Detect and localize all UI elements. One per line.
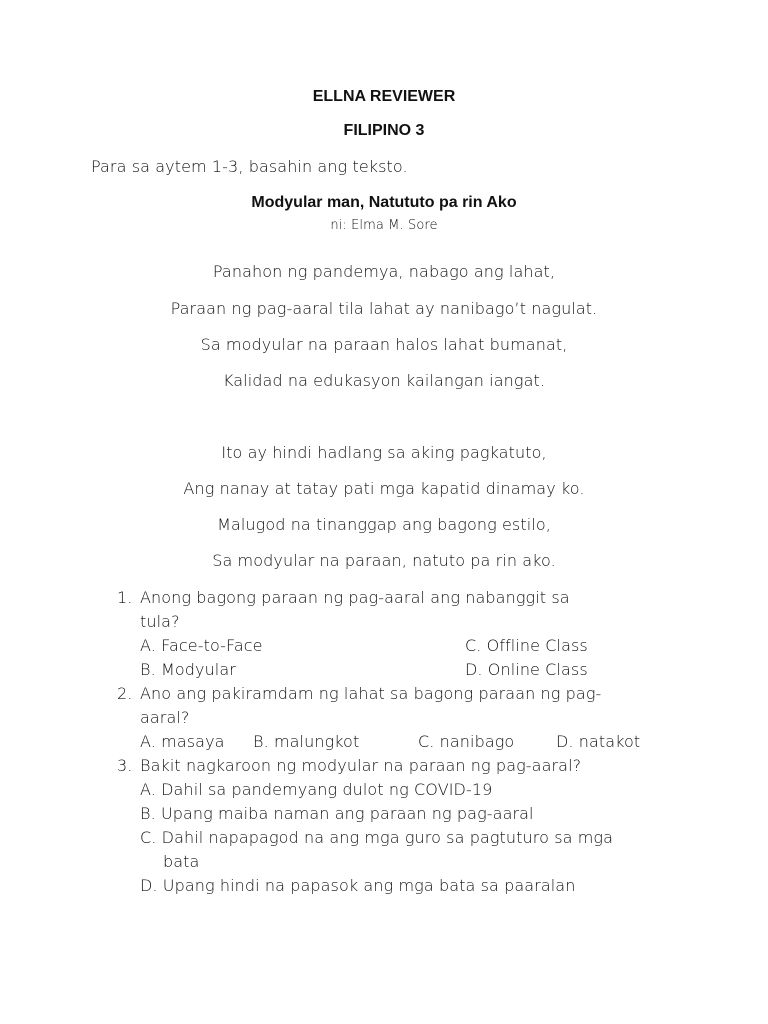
option-d: D. natakot bbox=[556, 732, 641, 751]
question-number: 1. bbox=[117, 588, 133, 607]
poem-author: ni: Elma M. Sore bbox=[330, 218, 438, 233]
subject-heading: FILIPINO 3 bbox=[343, 122, 425, 139]
option-d: D. Upang hindi na papasok ang mga bata sa paaralan bbox=[140, 876, 576, 895]
question-text-continued: tula? bbox=[140, 612, 180, 631]
option-c: C. nanibago bbox=[418, 732, 515, 751]
poem-line: Ito ay hindi hadlang sa aking pagkatuto, bbox=[221, 443, 547, 462]
option-c: C. Offline Class bbox=[465, 636, 588, 655]
option-d: D. Online Class bbox=[465, 660, 588, 679]
question-number: 3. bbox=[117, 756, 133, 775]
poem-line: Paraan ng pag-aaral tila lahat ay nanibago’t nagulat. bbox=[170, 299, 598, 318]
question-text-continued: aaral? bbox=[140, 708, 190, 727]
option-a: A. masaya bbox=[140, 732, 225, 751]
poem-line: Kalidad na edukasyon kailangan iangat. bbox=[222, 371, 546, 390]
option-b: B. Modyular bbox=[140, 660, 236, 679]
poem-title: Modyular man, Natututo pa rin Ako bbox=[251, 194, 517, 211]
poem-line: Malugod na tinanggap ang bagong estilo, bbox=[217, 515, 551, 534]
option-c-continued: bata bbox=[163, 852, 200, 871]
document-title: ELLNA REVIEWER bbox=[312, 88, 456, 105]
option-c: C. Dahil napapagod na ang mga guro sa pagtuturo sa mga bbox=[140, 828, 614, 847]
poem-line: Panahon ng pandemya, nabago ang lahat, bbox=[212, 262, 556, 281]
question-text: Bakit nagkaroon ng modyular na paraan ng pag-aaral? bbox=[140, 756, 582, 775]
poem-line: Sa modyular na paraan, natuto pa rin ako. bbox=[212, 551, 556, 570]
option-a: A. Dahil sa pandemyang dulot ng COVID-19 bbox=[140, 780, 493, 799]
question-text: Ano ang pakiramdam ng lahat sa bagong paraan ng pag- bbox=[140, 684, 602, 703]
instruction-text: Para sa aytem 1-3, basahin ang teksto. bbox=[91, 157, 408, 176]
poem-line: Sa modyular na paraan halos lahat bumanat, bbox=[200, 335, 568, 354]
option-b: B. malungkot bbox=[253, 732, 360, 751]
option-a: A. Face-to-Face bbox=[140, 636, 263, 655]
poem-line: Ang nanay at tatay pati mga kapatid dinamay ko. bbox=[183, 479, 585, 498]
question-number: 2. bbox=[117, 684, 133, 703]
option-b: B. Upang maiba naman ang paraan ng pag-aaral bbox=[140, 804, 534, 823]
question-text: Anong bagong paraan ng pag-aaral ang nabanggit sa bbox=[140, 588, 570, 607]
